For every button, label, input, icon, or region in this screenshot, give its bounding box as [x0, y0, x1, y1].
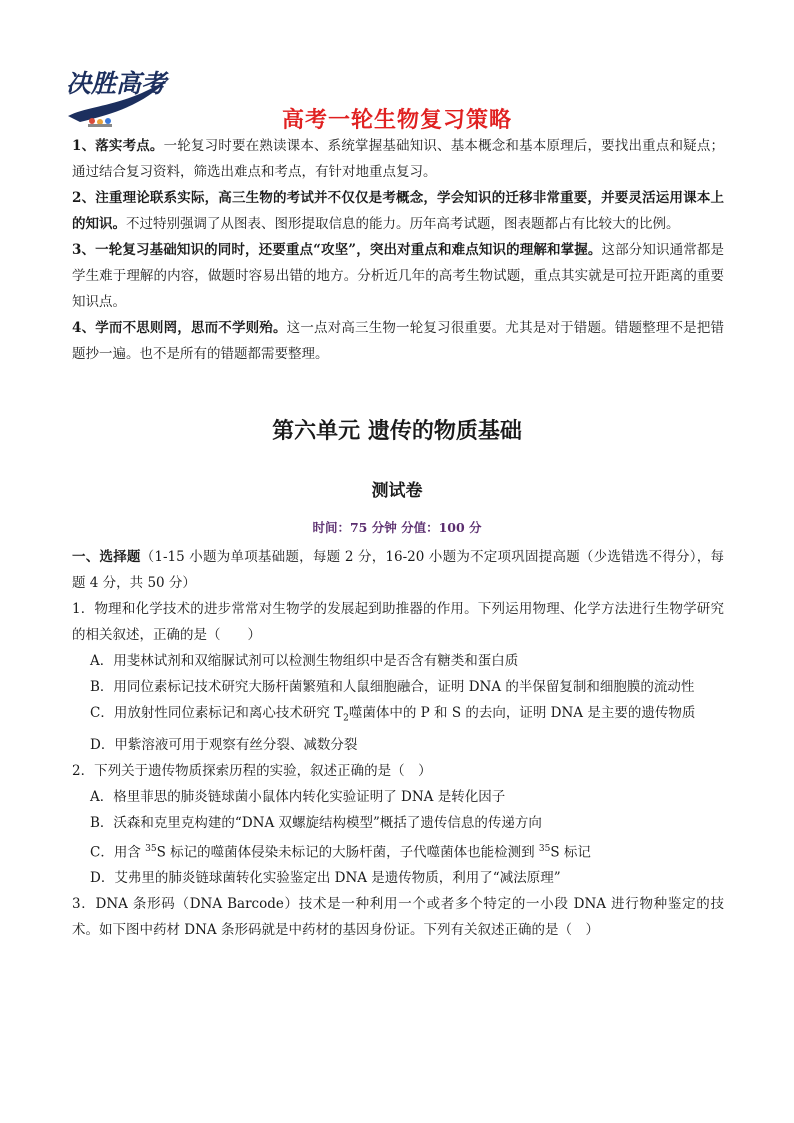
answer-option: A．格里菲思的肺炎链球菌小鼠体内转化实验证明了 DNA 是转化因子 — [90, 788, 506, 805]
answer-option: D．艾弗里的肺炎链球菌转化实验鉴定出 DNA 是遗传物质，利用了“减法原理” — [90, 870, 561, 887]
unit-title: 第六单元 遗传的物质基础 — [272, 419, 522, 444]
strategy-item: 4、学而不思则罔，思而不学则殆。这一点对高三生物一轮复习很重要。尤其是对于错题。错题整理不是把错题抄一遍。也不是所有的错题都需要整理。 — [72, 320, 724, 362]
answer-option: C．用含 $^{35}$S 标记的噬菌体侵染未标记的大肠杆菌，子代噬菌体也能检测到 $^{35}$S 标记 — [90, 843, 591, 861]
strategy-list — [72, 133, 724, 367]
question-stem: 1．物理和化学技术的进步常常对生物学的发展起到助推器的作用。下列运用物理、化学方法进行生物学研究的相关叙述，正确的是（ ） — [72, 601, 724, 643]
test-subtitle: 测试卷 — [371, 481, 423, 501]
logo-text: 决胜高考 — [66, 69, 167, 98]
exam-body — [72, 544, 724, 943]
answer-option: B．用同位素标记技术研究大肠杆菌繁殖和人鼠细胞融合，证明 DNA 的半保留复制和细胞膜的流动性 — [90, 679, 695, 695]
strategy-item: 1、落实考点。一轮复习时要在熟读课本、系统掌握基础知识、基本概念和基本原理后，要找出重点和疑点；通过结合复习资料，筛选出难点和考点，有针对地重点复习。 — [72, 138, 724, 180]
section-heading: 一、选择题（1-15 小题为单项基础题，每题 2 分，16-20 小题为不定项巩固提高题（少选错选不得分），每题 4 分，共 50 分） — [72, 549, 725, 591]
answer-option: C．用放射性同位素标记和离心技术研究 $T_2$噬菌体中的 P 和 S 的去向，证明 DNA 是主要的遗传物质 — [90, 705, 696, 724]
strategy-item: 3、一轮复习基础知识的同时，还要重点“攻坚”，突出对重点和难点知识的理解和掌握。这部分知识通常都是学生难于理解的内容，做题时容易出错的地方。分析近几年的高考生物试题，重点其实就是可拉开距离的重要知识点。 — [72, 242, 724, 310]
answer-option: D．甲紫溶液可用于观察有丝分裂、减数分裂 — [90, 736, 358, 753]
time-score-info: 时间：75 分钟 分值：100 分 — [312, 520, 482, 535]
page-title: 高考一轮生物复习策略 — [281, 108, 512, 133]
answer-option: A．用斐林试剂和双缩脲试剂可以检测生物组织中是否含有糖类和蛋白质 — [90, 653, 519, 669]
strategy-item: 2、注重理论联系实际，高三生物的考试并不仅仅是考概念，学会知识的迁移非常重要，并要灵活运用课本上的知识。不过特别强调了从图表、图形提取信息的能力。历年高考试题，图表题都占有比较大的比例。 — [72, 190, 724, 232]
question-stem: 3．DNA 条形码（DNA Barcode）技术是一种利用一个或者多个特定的一小段 DNA 进行物种鉴定的技术。如下图中药材 DNA 条形码就是中药材的基因身份证。下列有关叙述正确的是（ ） — [72, 896, 724, 939]
answer-option: B．沃森和克里克构建的“DNA 双螺旋结构模型”概括了遗传信息的传递方向 — [90, 814, 542, 831]
question-stem: 2．下列关于遗传物质探索历程的实验，叙述正确的是（ ） — [72, 762, 432, 779]
